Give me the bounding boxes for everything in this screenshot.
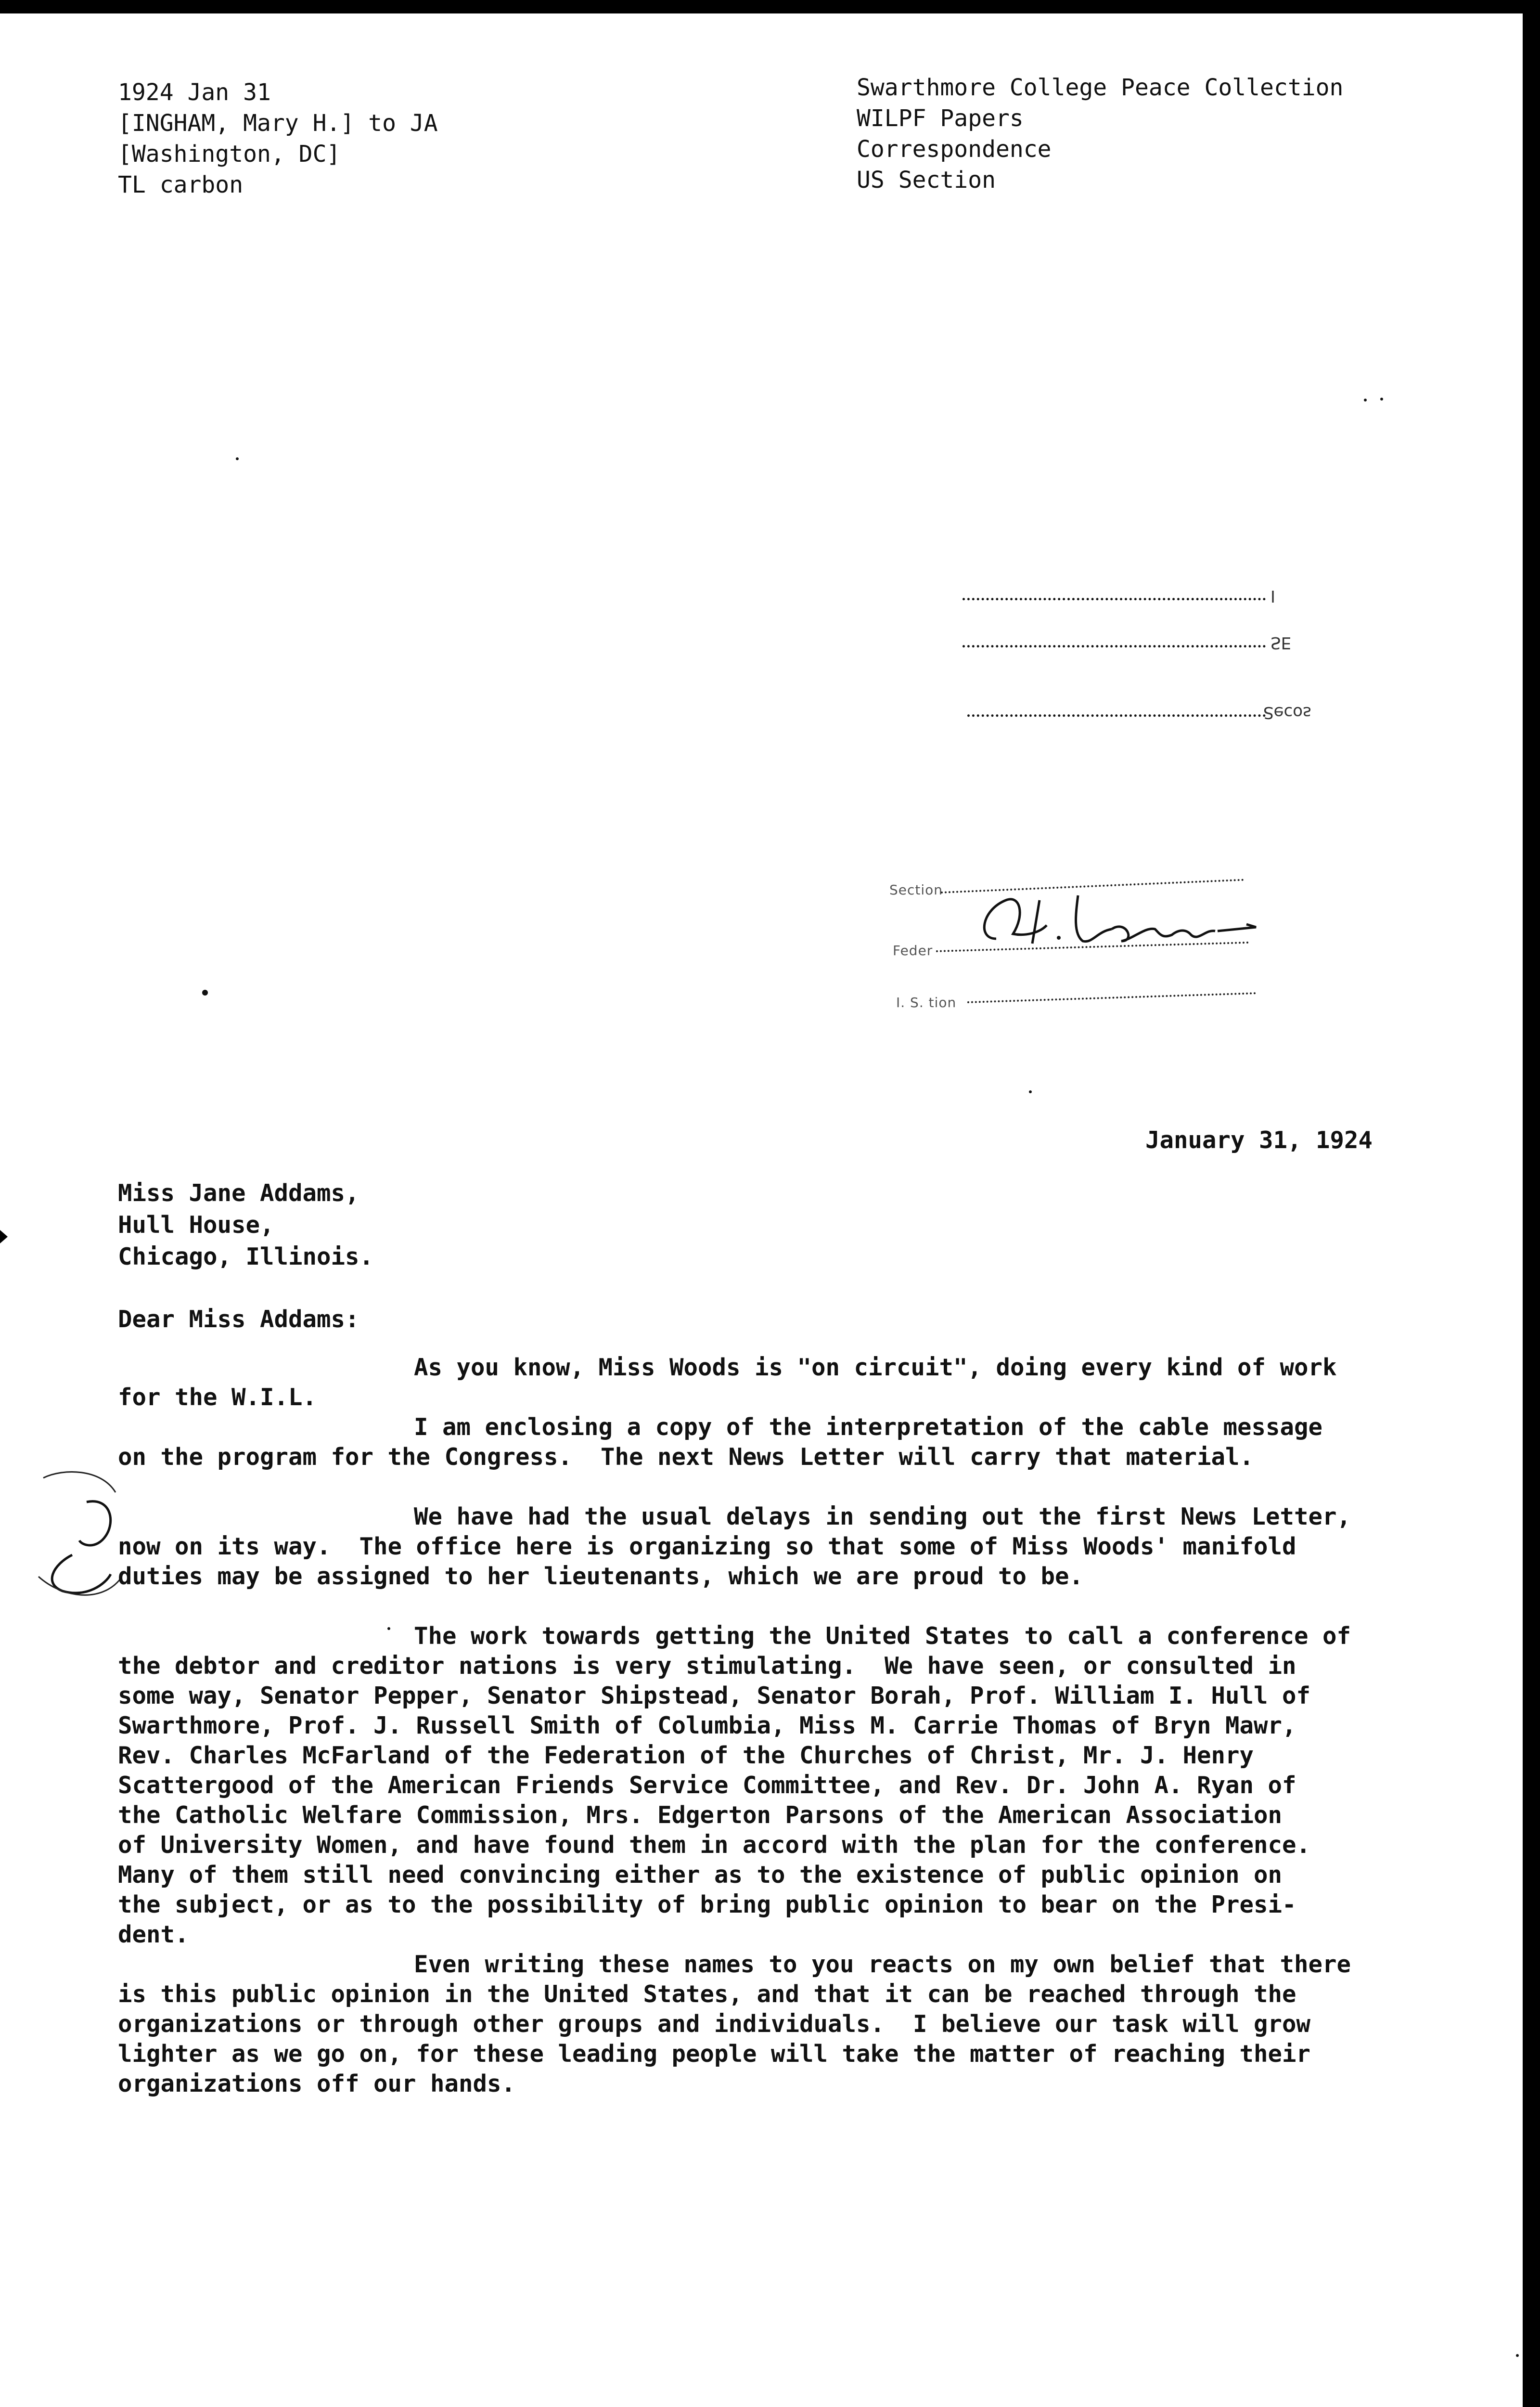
body-line: duties may be assigned to her lieutenants, which we are proud to be. <box>118 1563 1084 1590</box>
body-line: the debtor and creditor nations is very stimulating. We have seen, or consulted in <box>118 1652 1296 1680</box>
body-line: dent. <box>118 1921 189 1948</box>
archive-citation <box>118 77 438 200</box>
speck <box>1364 399 1367 401</box>
body-line: now on its way. The office here is organizing so that some of Miss Woods' manifold <box>118 1533 1296 1560</box>
body-line: for the W.I.L. <box>118 1384 317 1411</box>
recipient-address: Hull House, <box>118 1211 274 1239</box>
stamp-line <box>967 992 1256 1003</box>
body-line: of University Women, and have found them in accord with the plan for the conference. <box>118 1831 1311 1859</box>
body-line: on the program for the Congress. The next News Letter will carry that material. <box>118 1443 1254 1471</box>
collection-papers: WILPF Papers <box>857 105 1024 132</box>
routing-line <box>962 598 1266 600</box>
handwritten-initials <box>967 881 1314 958</box>
routing-line <box>962 645 1266 647</box>
stamp-label-third: I. S. tion <box>896 995 957 1010</box>
body-line: Even writing these names to you reacts on my own belief that there <box>414 1951 1351 1978</box>
routing-label: ƨoɔɘS <box>1263 703 1311 722</box>
body-line: the Catholic Welfare Commission, Mrs. Edgerton Parsons of the American Association <box>118 1801 1283 1829</box>
collection-section: US Section <box>857 167 996 194</box>
speck <box>236 457 239 460</box>
body-line: organizations or through other groups and individuals. I believe our task will grow <box>118 2010 1311 2038</box>
stamp-label-section: Section <box>889 882 943 898</box>
routing-label: I <box>1270 586 1276 606</box>
body-line: Swarthmore, Prof. J. Russell Smith of Columbia, Miss M. Carrie Thomas of Bryn Mawr, <box>118 1712 1296 1739</box>
body-line: lighter as we go on, for these leading people will take the matter of reaching their <box>118 2040 1311 2068</box>
body-line: We have had the usual delays in sending out the first News Letter, <box>414 1503 1351 1530</box>
citation-type: TL carbon <box>118 171 244 198</box>
routing-line <box>967 714 1266 717</box>
speck <box>1516 2354 1519 2357</box>
scan-border-top <box>0 0 1540 13</box>
archive-collection <box>857 72 1343 195</box>
salutation: Dear Miss Addams: <box>118 1306 359 1333</box>
letter-body <box>118 1353 1398 2099</box>
citation-date: 1924 Jan 31 <box>118 79 271 106</box>
routing-label: ƎƧ <box>1270 633 1292 652</box>
body-line: organizations off our hands. <box>118 2070 516 2097</box>
recipient-name: Miss Jane Addams, <box>118 1179 359 1207</box>
body-line: Scattergood of the American Friends Service Committee, and Rev. Dr. John A. Ryan of <box>118 1772 1296 1799</box>
speck <box>1380 398 1383 401</box>
collection-series: Correspondence <box>857 136 1052 163</box>
letter-date: January 31, 1924 <box>1145 1126 1373 1154</box>
body-line <box>118 1472 1398 1502</box>
citation-place: [Washington, DC] <box>118 141 341 168</box>
body-line: Many of them still need convincing either as to the existence of public opinion on <box>118 1861 1283 1889</box>
body-line <box>118 1592 1398 1621</box>
body-line: The work towards getting the United States to call a conference of <box>414 1622 1351 1650</box>
recipient-city: Chicago, Illinois. <box>118 1243 374 1270</box>
speck <box>1029 1090 1032 1093</box>
scan-border-right <box>1523 0 1540 2407</box>
stamp-label-federal: Feder <box>893 943 933 958</box>
scan-edge-mark <box>0 1230 8 1243</box>
collection-name: Swarthmore College Peace Collection <box>857 74 1344 101</box>
citation-correspondents: [INGHAM, Mary H.] to JA <box>118 110 438 137</box>
body-line: the subject, or as to the possibility of bring public opinion to bear on the Presi- <box>118 1891 1296 1918</box>
body-line: Rev. Charles McFarland of the Federation of the Churches of Christ, Mr. J. Henry <box>118 1742 1254 1769</box>
body-line: I am enclosing a copy of the interpretation of the cable message <box>414 1413 1323 1441</box>
speck <box>202 990 208 996</box>
body-line: As you know, Miss Woods is "on circuit", doing every kind of work <box>414 1354 1337 1381</box>
body-line: is this public opinion in the United States, and that it can be reached through the <box>118 1980 1296 2008</box>
margin-bracket-mark <box>34 1463 125 1603</box>
body-line: some way, Senator Pepper, Senator Shipstead, Senator Borah, Prof. William I. Hull of <box>118 1682 1311 1709</box>
